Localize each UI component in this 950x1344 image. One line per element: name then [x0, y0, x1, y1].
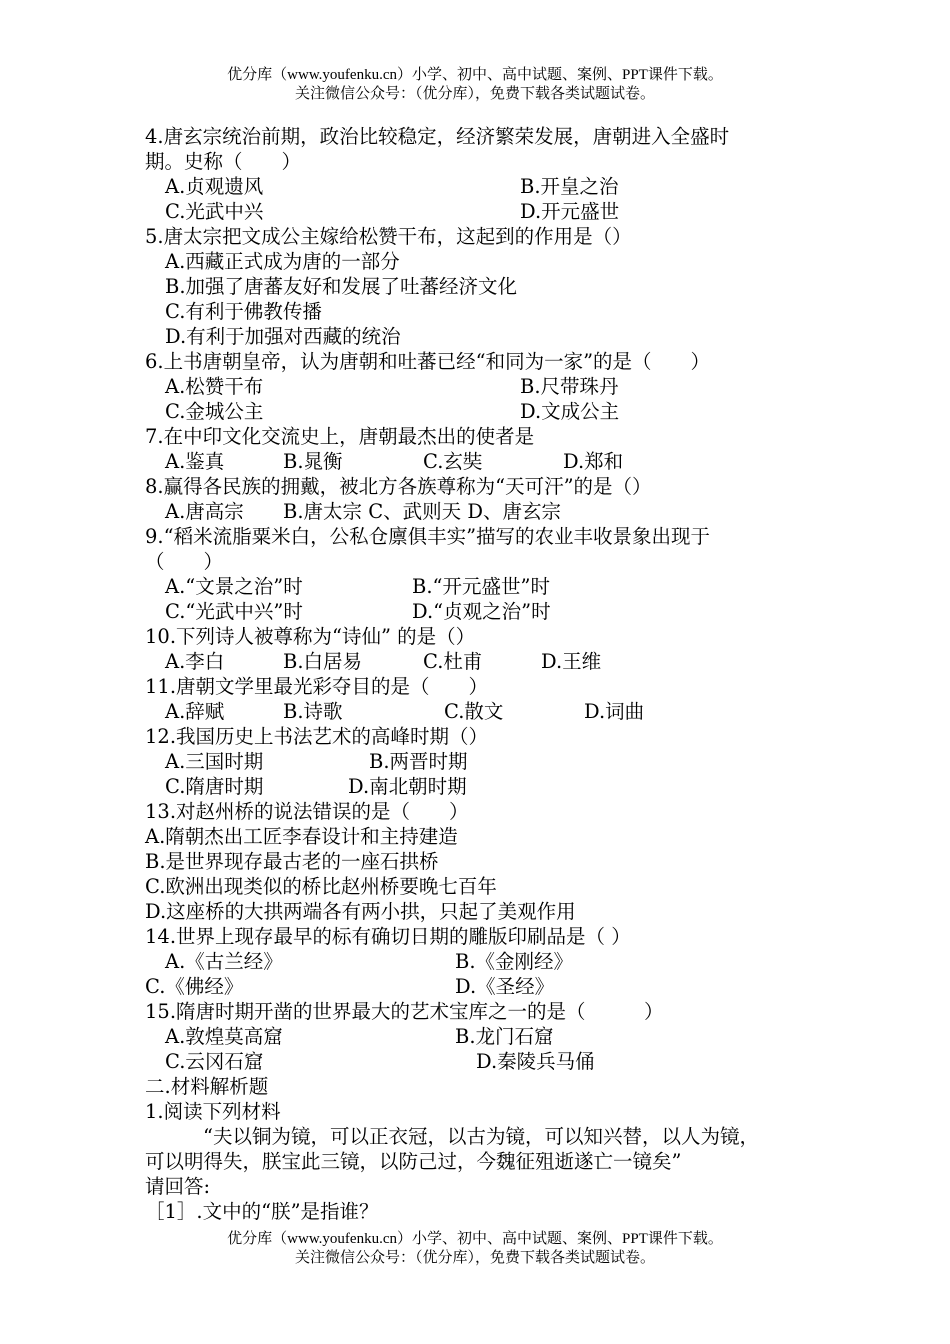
option-d: D.文成公主 [520, 400, 620, 423]
option-a: A.辞赋 [165, 700, 225, 723]
option-c: C.《佛经》 [145, 975, 244, 998]
question-stem: 10.下列诗人被尊称为“诗仙” 的是（） [145, 625, 476, 648]
option-a: A.《古兰经》 [165, 950, 283, 973]
option-c: C.杜甫 [423, 650, 483, 673]
option-b: B.《金刚经》 [455, 950, 574, 973]
option-d: D.词曲 [584, 700, 645, 723]
question-stem: 15.隋唐时期开凿的世界最大的艺术宝库之一的是（ ） [145, 1000, 664, 1023]
option-d: D.《圣经》 [455, 975, 555, 998]
option-a: A.李白 [165, 650, 225, 673]
option-c: C.隋唐时期 [165, 775, 264, 798]
option-a: A.敦煌莫高窟 [165, 1025, 283, 1048]
option-d: D.这座桥的大拱两端各有两小拱，只起了美观作用 [145, 900, 576, 923]
option-a: A.“文景之治”时 [165, 575, 303, 598]
option-a: A.唐高宗 [165, 500, 244, 523]
option-c: C.散文 [444, 700, 504, 723]
question-stem-cont: （ ） [145, 550, 224, 573]
option-b: B.诗歌 [283, 700, 343, 723]
option-a: A.贞观遗风 [165, 175, 264, 198]
option-a: A.隋朝杰出工匠李春设计和主持建造 [145, 825, 458, 848]
option-c: C.有利于佛教传播 [165, 300, 322, 323]
option-b: B.尺带珠丹 [520, 375, 619, 398]
question-stem: 12.我国历史上书法艺术的高峰时期（） [145, 725, 489, 748]
question-stem: 6.上书唐朝皇帝，认为唐朝和吐蕃已经“和同为一家”的是（ ） [145, 350, 711, 373]
option-a: A.松赞干布 [165, 375, 264, 398]
option-b: B.两晋时期 [369, 750, 468, 773]
question-stem: 4.唐玄宗统治前期，政治比较稳定，经济繁荣发展，唐朝进入全盛时 [145, 125, 730, 148]
question-stem: 7.在中印文化交流史上，唐朝最杰出的使者是 [145, 425, 535, 448]
sub-question-1: ［1］.文中的“朕”是指谁？ [145, 1200, 379, 1223]
question-stem-cont: 期。史称（ ） [145, 150, 302, 173]
section-title: 二.材料解析题 [145, 1075, 269, 1098]
footer-line-1: 优分库（www.youfenku.cn）小学、初中、高中试题、案例、PPT课件下载。 [227, 1231, 723, 1247]
option-d: D.有利于加强对西藏的统治 [165, 325, 401, 348]
option-b: B.龙门石窟 [455, 1025, 554, 1048]
header-line-2: 关注微信公众号：（优分库），免费下载各类试题试卷。 [294, 86, 655, 102]
question-stem: 8.赢得各民族的拥戴，被北方各族尊称为“天可汗”的是（） [145, 475, 652, 498]
question-stem: 9.“稻米流脂粟米白，公私仓廪俱丰实”描写的农业丰收景象出现于 [145, 525, 711, 548]
option-d: D.王维 [541, 650, 602, 673]
option-d: D.郑和 [563, 450, 624, 473]
option-d: D.开元盛世 [520, 200, 620, 223]
question-stem: 11.唐朝文学里最光彩夺目的是（ ） [145, 675, 489, 698]
option-c: C.欧洲出现类似的桥比赵州桥要晚七百年 [145, 875, 497, 898]
option-b: B.晁衡 [283, 450, 343, 473]
option-d: D.南北朝时期 [348, 775, 467, 798]
option-a: A.鉴真 [165, 450, 225, 473]
question-stem: 13.对赵州桥的说法错误的是（ ） [145, 800, 469, 823]
option-a: A.西藏正式成为唐的一部分 [165, 250, 400, 273]
material-quote: “夫以铜为镜，可以正衣冠，以古为镜，可以知兴替，以人为镜， [203, 1125, 759, 1148]
option-c: C.玄奘 [423, 450, 483, 473]
option-b: B.“开元盛世”时 [412, 575, 550, 598]
answer-prompt: 请回答: [145, 1175, 211, 1198]
option-b: B.是世界现存最古老的一座石拱桥 [145, 850, 439, 873]
option-d: D.“贞观之治”时 [412, 600, 551, 623]
option-a: A.三国时期 [165, 750, 264, 773]
header-line-1: 优分库（www.youfenku.cn）小学、初中、高中试题、案例、PPT课件下载。 [227, 67, 723, 83]
option-c: C.光武中兴 [165, 200, 264, 223]
option-b: B.白居易 [283, 650, 363, 673]
footer-line-2: 关注微信公众号：（优分库），免费下载各类试题试卷。 [294, 1250, 655, 1266]
option-c: C.云冈石窟 [165, 1050, 264, 1073]
option-bcd: B.唐太宗 C、武则天 D、唐玄宗 [283, 500, 561, 523]
option-b: B.开皇之治 [520, 175, 619, 198]
option-c: C.金城公主 [165, 400, 264, 423]
option-b: B.加强了唐蕃友好和发展了吐蕃经济文化 [165, 275, 518, 298]
question-stem: 5.唐太宗把文成公主嫁给松赞干布，这起到的作用是（） [145, 225, 632, 248]
question-stem: 14.世界上现存最早的标有确切日期的雕版印刷品是（ ） [145, 925, 631, 948]
item-heading: 1.阅读下列材料 [145, 1100, 281, 1123]
option-d: D.秦陵兵马俑 [476, 1050, 595, 1073]
option-c: C.“光武中兴”时 [165, 600, 303, 623]
material-quote-cont: 可以明得失，朕宝此三镜，以防己过，今魏征殂逝遂亡一镜矣” [145, 1150, 682, 1173]
